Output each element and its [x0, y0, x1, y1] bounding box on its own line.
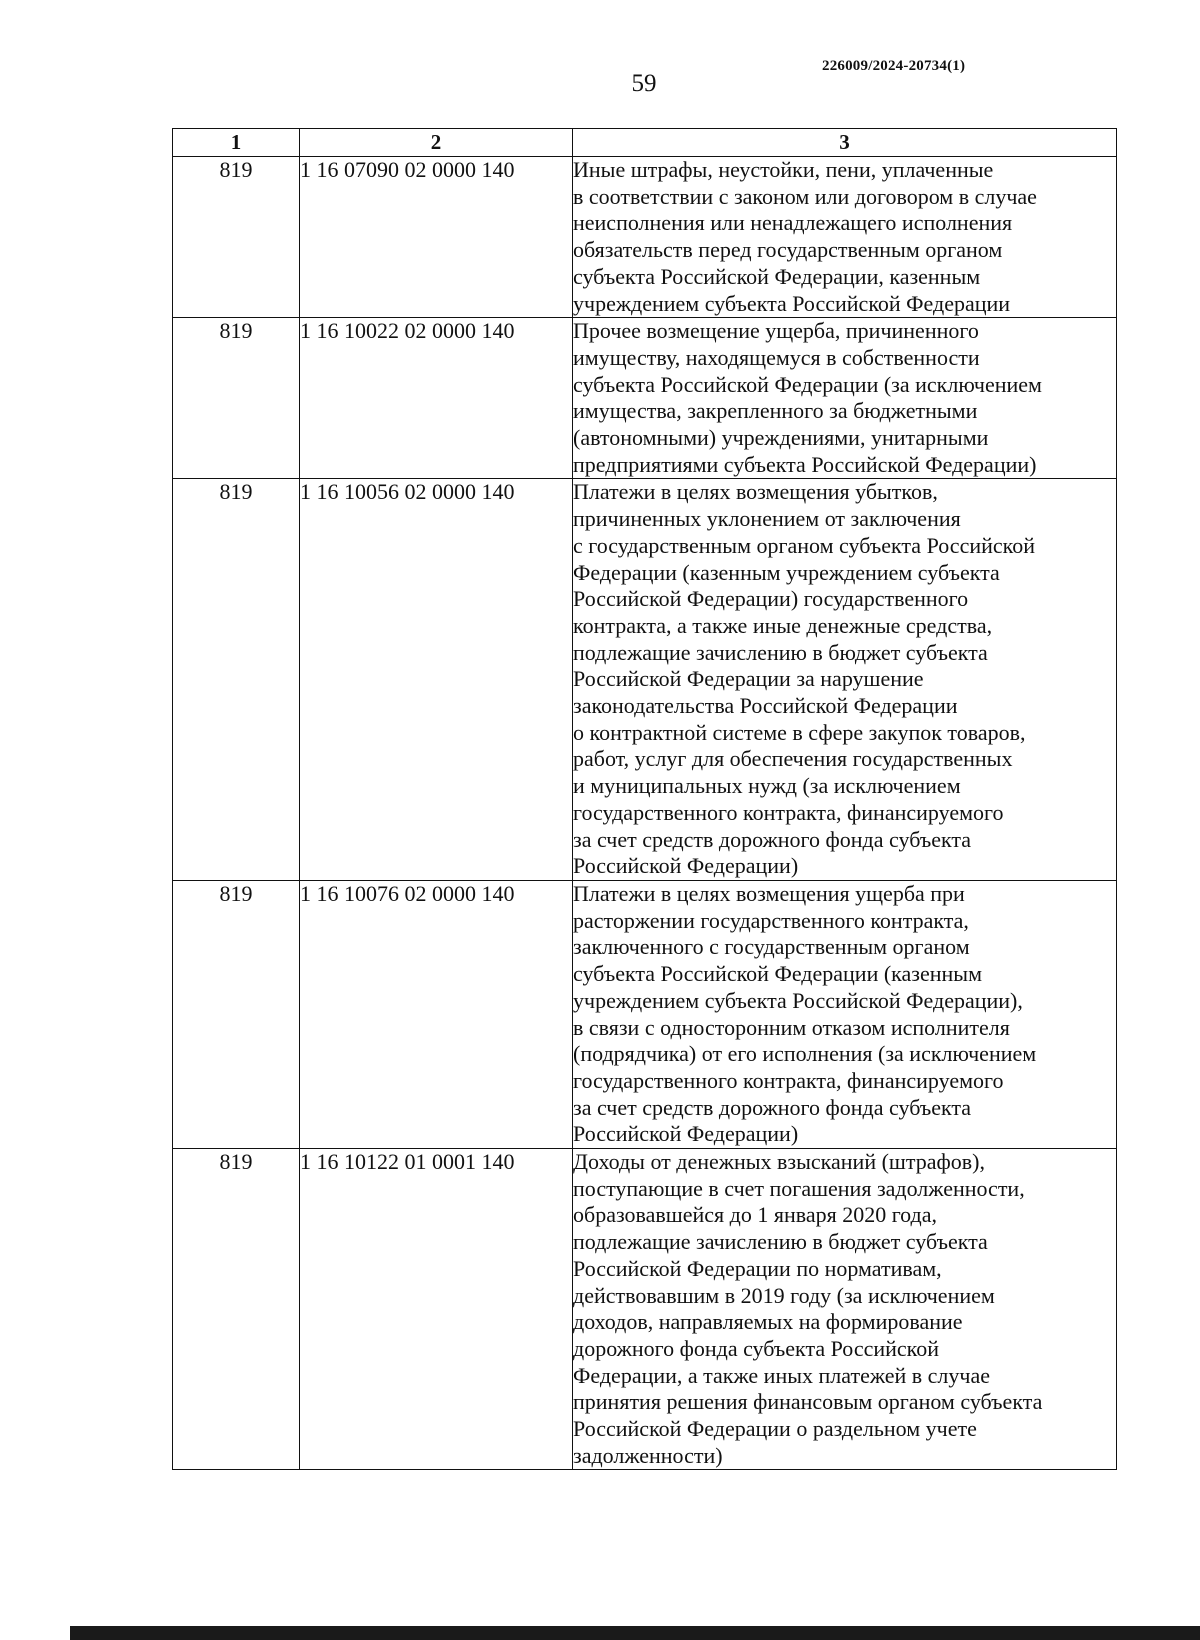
income-name-line: дорожного фонда субъекта Российской: [573, 1335, 940, 1361]
table-row: [173, 880, 1117, 1148]
chapter-code-cell: 819: [173, 318, 300, 479]
income-name-line: субъекта Российской Федерации, казенным: [573, 263, 981, 289]
income-name-line: имуществу, находящемуся в собственности: [573, 344, 980, 370]
budget-code-cell: 1 16 10076 02 0000 140: [300, 880, 573, 1148]
income-name-line: в соответствии с законом или договором в случае: [573, 183, 1037, 209]
income-name-line: подлежащие зачислению в бюджет субъекта: [573, 1229, 988, 1255]
budget-code-cell: 1 16 10056 02 0000 140: [300, 479, 573, 881]
income-name-line: расторжении государственного контракта,: [573, 907, 969, 933]
income-name-line: учреждением субъекта Российской Федерации),: [573, 987, 1023, 1013]
income-name-line: за счет средств дорожного фонда субъекта: [573, 826, 972, 852]
income-name-line: государственного контракта, финансируемого: [573, 799, 1004, 825]
income-name-line: учреждением субъекта Российской Федерации: [573, 290, 1011, 316]
chapter-code-cell: 819: [173, 880, 300, 1148]
income-name-line: Российской Федерации о раздельном учете: [573, 1416, 977, 1442]
scan-edge-bar: [70, 1626, 1200, 1640]
income-name-cell: [573, 479, 1117, 881]
income-name-line: обязательств перед государственным органом: [573, 237, 1003, 263]
income-name-line: действовавшим в 2019 году (за исключением: [573, 1282, 995, 1308]
income-name-line: работ, услуг для обеспечения государственных: [573, 746, 1013, 772]
income-name-line: доходов, направляемых на формирование: [573, 1309, 963, 1335]
income-name-line: причиненных уклонением от заключения: [573, 506, 961, 532]
income-name-cell: [573, 157, 1117, 318]
income-name-line: поступающие в счет погашения задолженности,: [573, 1175, 1025, 1201]
income-name-line: о контрактной системе в сфере закупок товаров,: [573, 719, 1026, 745]
table-header-row: [173, 129, 1117, 157]
income-name-line: субъекта Российской Федерации (казенным: [573, 961, 982, 987]
income-name-line: Иные штрафы, неустойки, пени, уплаченные: [573, 157, 994, 182]
income-name-line: Федерации (казенным учреждением субъекта: [573, 559, 1000, 585]
income-name-line: имущества, закрепленного за бюджетными: [573, 398, 978, 424]
income-name-line: государственного контракта, финансируемого: [573, 1067, 1004, 1093]
income-name-line: и муниципальных нужд (за исключением: [573, 773, 961, 799]
table-body: [173, 157, 1117, 1470]
income-name-line: подлежащие зачислению в бюджет субъекта: [573, 639, 988, 665]
income-name-line: образовавшейся до 1 января 2020 года,: [573, 1202, 937, 1228]
income-name-line: Платежи в целях возмещения убытков,: [573, 479, 938, 505]
income-name-line: субъекта Российской Федерации (за исключением: [573, 371, 1042, 397]
income-name-line: заключенного с государственным органом: [573, 934, 970, 960]
income-name-line: Российской Федерации): [573, 853, 799, 879]
income-name-line: задолженности): [573, 1442, 723, 1468]
income-name-line: Российской Федерации) государственного: [573, 586, 969, 612]
column-header-2: 2: [300, 129, 573, 157]
column-header-3: 3: [573, 129, 1117, 157]
income-name-cell: [573, 318, 1117, 479]
income-name-cell: [573, 1149, 1117, 1470]
budget-code-cell: 1 16 07090 02 0000 140: [300, 157, 573, 318]
income-name-line: Российской Федерации за нарушение: [573, 666, 924, 692]
budget-classification-table: [172, 128, 1117, 1470]
budget-code-cell: 1 16 10122 01 0001 140: [300, 1149, 573, 1470]
income-name-line: Российской Федерации): [573, 1121, 799, 1147]
income-name-line: с государственным органом субъекта Российской: [573, 532, 1035, 558]
income-name-line: принятия решения финансовым органом субъекта: [573, 1389, 1043, 1415]
income-name-line: в связи с односторонним отказом исполнителя: [573, 1014, 1010, 1040]
page-number: 59: [631, 70, 657, 97]
table-row: [173, 157, 1117, 318]
income-name-line: Доходы от денежных взысканий (штрафов),: [573, 1149, 985, 1175]
income-name-line: (подрядчика) от его исполнения (за исключением: [573, 1041, 1037, 1067]
table-row: [173, 479, 1117, 881]
income-name-line: Прочее возмещение ущерба, причиненного: [573, 318, 979, 344]
document-number: 226009/2024-20734(1): [822, 58, 966, 74]
table-row: [173, 318, 1117, 479]
income-name-cell: [573, 880, 1117, 1148]
income-name-line: за счет средств дорожного фонда субъекта: [573, 1094, 972, 1120]
income-name-line: предприятиями субъекта Российской Федерации): [573, 451, 1037, 477]
chapter-code-cell: 819: [173, 479, 300, 881]
chapter-code-cell: 819: [173, 1149, 300, 1470]
income-name-line: законодательства Российской Федерации: [573, 693, 958, 719]
income-name-line: Платежи в целях возмещения ущерба при: [573, 880, 965, 906]
income-name-line: (автономными) учреждениями, унитарными: [573, 425, 989, 451]
income-name-line: контракта, а также иные денежные средства,: [573, 612, 993, 638]
budget-code-cell: 1 16 10022 02 0000 140: [300, 318, 573, 479]
income-name-line: Федерации, а также иных платежей в случае: [573, 1362, 991, 1388]
income-name-line: неисполнения или ненадлежащего исполнения: [573, 210, 1013, 236]
table-row: [173, 1149, 1117, 1470]
column-header-1: 1: [173, 129, 300, 157]
chapter-code-cell: 819: [173, 157, 300, 318]
income-name-line: Российской Федерации по нормативам,: [573, 1255, 942, 1281]
